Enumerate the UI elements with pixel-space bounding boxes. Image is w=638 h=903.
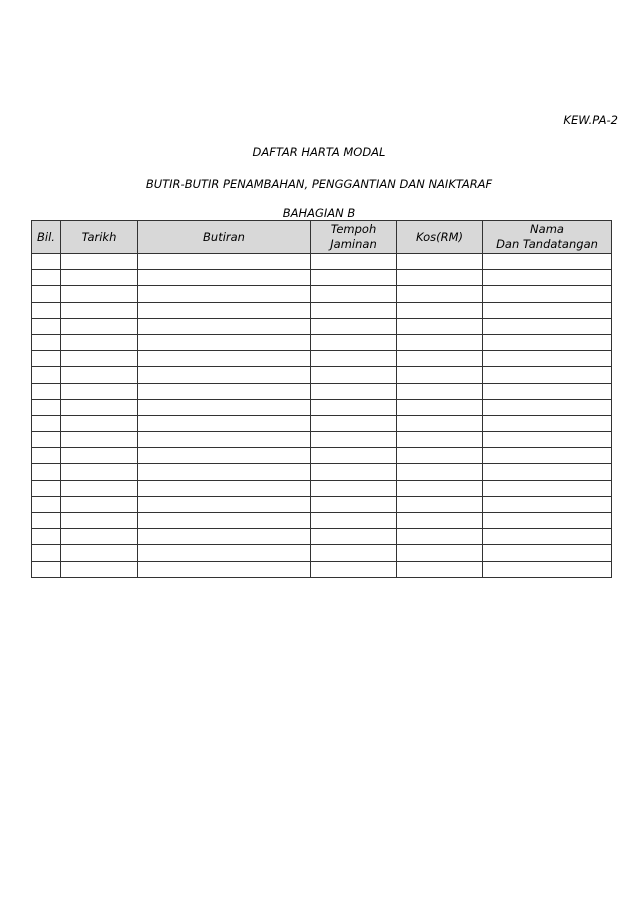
column-header-tarikh: Tarikh [61, 221, 138, 254]
table-cell-butiran [138, 496, 311, 512]
asset-register-table [31, 220, 612, 578]
table-cell-butiran [138, 318, 311, 334]
column-header-tempoh-jaminan [311, 221, 397, 254]
column-header-kos: Kos(RM) [397, 221, 483, 254]
table-cell-tempoh-jaminan [311, 367, 397, 383]
table-cell-nama-tandatangan [483, 513, 612, 529]
table-cell-tarikh [61, 334, 138, 350]
table-cell-nama-tandatangan [483, 318, 612, 334]
table-row [32, 399, 612, 415]
table-cell-nama-tandatangan [483, 496, 612, 512]
table-row [32, 302, 612, 318]
table-cell-bil [32, 480, 61, 496]
table-cell-kos [397, 286, 483, 302]
form-code: KEW.PA-2 [563, 113, 618, 127]
table-cell-bil [32, 448, 61, 464]
table-cell-kos [397, 529, 483, 545]
table-cell-tarikh [61, 383, 138, 399]
table-cell-bil [32, 286, 61, 302]
table-cell-tarikh [61, 529, 138, 545]
table-cell-kos [397, 513, 483, 529]
table-cell-butiran [138, 383, 311, 399]
table-cell-tempoh-jaminan [311, 480, 397, 496]
table-cell-kos [397, 334, 483, 350]
table-cell-bil [32, 383, 61, 399]
table-cell-nama-tandatangan [483, 351, 612, 367]
table-cell-butiran [138, 545, 311, 561]
table-cell-nama-tandatangan [483, 561, 612, 577]
table-cell-tarikh [61, 254, 138, 270]
table-cell-nama-tandatangan [483, 529, 612, 545]
table-cell-kos [397, 383, 483, 399]
table-cell-butiran [138, 286, 311, 302]
table-cell-butiran [138, 399, 311, 415]
table-cell-kos [397, 545, 483, 561]
table-row [32, 464, 612, 480]
table-cell-nama-tandatangan [483, 286, 612, 302]
table-cell-kos [397, 464, 483, 480]
table-row [32, 415, 612, 431]
table-cell-bil [32, 318, 61, 334]
column-header-butiran: Butiran [138, 221, 311, 254]
table-row [32, 254, 612, 270]
table-cell-tempoh-jaminan [311, 448, 397, 464]
table-cell-nama-tandatangan [483, 383, 612, 399]
table-cell-butiran [138, 432, 311, 448]
section-heading: BAHAGIAN B [282, 206, 356, 220]
table-cell-nama-tandatangan [483, 480, 612, 496]
table-cell-tempoh-jaminan [311, 432, 397, 448]
table-cell-nama-tandatangan [483, 399, 612, 415]
table-cell-tarikh [61, 496, 138, 512]
table-cell-bil [32, 545, 61, 561]
table-cell-nama-tandatangan [483, 334, 612, 350]
table-row [32, 351, 612, 367]
table-cell-kos [397, 367, 483, 383]
table-row [32, 367, 612, 383]
table-body [32, 254, 612, 578]
table-cell-tempoh-jaminan [311, 545, 397, 561]
table-cell-butiran [138, 367, 311, 383]
table-cell-tempoh-jaminan [311, 302, 397, 318]
table-row [32, 383, 612, 399]
table-cell-tarikh [61, 302, 138, 318]
table-cell-bil [32, 513, 61, 529]
table-cell-bil [32, 270, 61, 286]
table-cell-kos [397, 561, 483, 577]
nama-line-2: Dan Tandatangan [496, 237, 598, 251]
table-row [32, 480, 612, 496]
tempoh-line-1: Tempoh [330, 222, 377, 236]
table-cell-kos [397, 318, 483, 334]
table-cell-butiran [138, 513, 311, 529]
table-cell-tempoh-jaminan [311, 561, 397, 577]
table-cell-tarikh [61, 399, 138, 415]
table-cell-kos [397, 432, 483, 448]
table-cell-kos [397, 415, 483, 431]
table-cell-bil [32, 432, 61, 448]
table-cell-bil [32, 334, 61, 350]
table-cell-tarikh [61, 513, 138, 529]
table-cell-bil [32, 302, 61, 318]
table-cell-tarikh [61, 464, 138, 480]
document-subtitle: BUTIR-BUTIR PENAMBAHAN, PENGGANTIAN DAN NAIKTARAF [145, 177, 493, 191]
table-cell-butiran [138, 351, 311, 367]
table-cell-nama-tandatangan [483, 464, 612, 480]
table-cell-bil [32, 496, 61, 512]
table-cell-bil [32, 561, 61, 577]
table-row [32, 513, 612, 529]
table-cell-bil [32, 351, 61, 367]
table-cell-tempoh-jaminan [311, 464, 397, 480]
table-cell-butiran [138, 480, 311, 496]
table-row [32, 286, 612, 302]
table-cell-tarikh [61, 270, 138, 286]
table-cell-tempoh-jaminan [311, 513, 397, 529]
table-cell-tempoh-jaminan [311, 254, 397, 270]
table-row [32, 270, 612, 286]
table-cell-butiran [138, 254, 311, 270]
table-row [32, 496, 612, 512]
table-cell-tempoh-jaminan [311, 270, 397, 286]
table-cell-kos [397, 480, 483, 496]
table-row [32, 561, 612, 577]
table-cell-butiran [138, 270, 311, 286]
table-cell-tempoh-jaminan [311, 383, 397, 399]
table-cell-kos [397, 254, 483, 270]
table-cell-tarikh [61, 351, 138, 367]
table-cell-butiran [138, 415, 311, 431]
table-cell-tarikh [61, 286, 138, 302]
table-cell-bil [32, 415, 61, 431]
column-header-bil: Bil. [32, 221, 61, 254]
table-cell-nama-tandatangan [483, 302, 612, 318]
table-row [32, 529, 612, 545]
table-cell-tarikh [61, 480, 138, 496]
table-cell-tempoh-jaminan [311, 286, 397, 302]
table-cell-nama-tandatangan [483, 254, 612, 270]
table-cell-kos [397, 399, 483, 415]
table-cell-tempoh-jaminan [311, 529, 397, 545]
table-cell-tarikh [61, 415, 138, 431]
table-row [32, 432, 612, 448]
column-header-nama-tandatangan [483, 221, 612, 254]
table-cell-tempoh-jaminan [311, 415, 397, 431]
table-cell-butiran [138, 529, 311, 545]
table-cell-bil [32, 254, 61, 270]
table-cell-bil [32, 464, 61, 480]
table-row [32, 448, 612, 464]
table-cell-tarikh [61, 318, 138, 334]
table-cell-nama-tandatangan [483, 432, 612, 448]
table-row [32, 318, 612, 334]
nama-line-1: Nama [530, 222, 564, 236]
table-cell-kos [397, 496, 483, 512]
table-cell-tempoh-jaminan [311, 334, 397, 350]
table-cell-tempoh-jaminan [311, 399, 397, 415]
table-cell-tempoh-jaminan [311, 351, 397, 367]
table-cell-kos [397, 448, 483, 464]
table-cell-nama-tandatangan [483, 415, 612, 431]
table-cell-nama-tandatangan [483, 270, 612, 286]
tempoh-line-2: Jaminan [330, 237, 377, 251]
table-cell-butiran [138, 302, 311, 318]
table-cell-tarikh [61, 545, 138, 561]
table-cell-kos [397, 351, 483, 367]
table-cell-nama-tandatangan [483, 448, 612, 464]
table-cell-tarikh [61, 561, 138, 577]
table-cell-butiran [138, 334, 311, 350]
table-row [32, 334, 612, 350]
table-cell-bil [32, 529, 61, 545]
table-cell-nama-tandatangan [483, 545, 612, 561]
table-cell-kos [397, 270, 483, 286]
table-cell-bil [32, 399, 61, 415]
table-cell-nama-tandatangan [483, 367, 612, 383]
table-cell-tarikh [61, 448, 138, 464]
table-header-row [32, 221, 612, 254]
table-cell-bil [32, 367, 61, 383]
table-row [32, 545, 612, 561]
table-cell-kos [397, 302, 483, 318]
table-cell-butiran [138, 561, 311, 577]
table-cell-butiran [138, 448, 311, 464]
table-cell-butiran [138, 464, 311, 480]
document-title: DAFTAR HARTA MODAL [252, 145, 386, 159]
table-cell-tarikh [61, 367, 138, 383]
table-cell-tempoh-jaminan [311, 496, 397, 512]
table-cell-tarikh [61, 432, 138, 448]
table-cell-tempoh-jaminan [311, 318, 397, 334]
